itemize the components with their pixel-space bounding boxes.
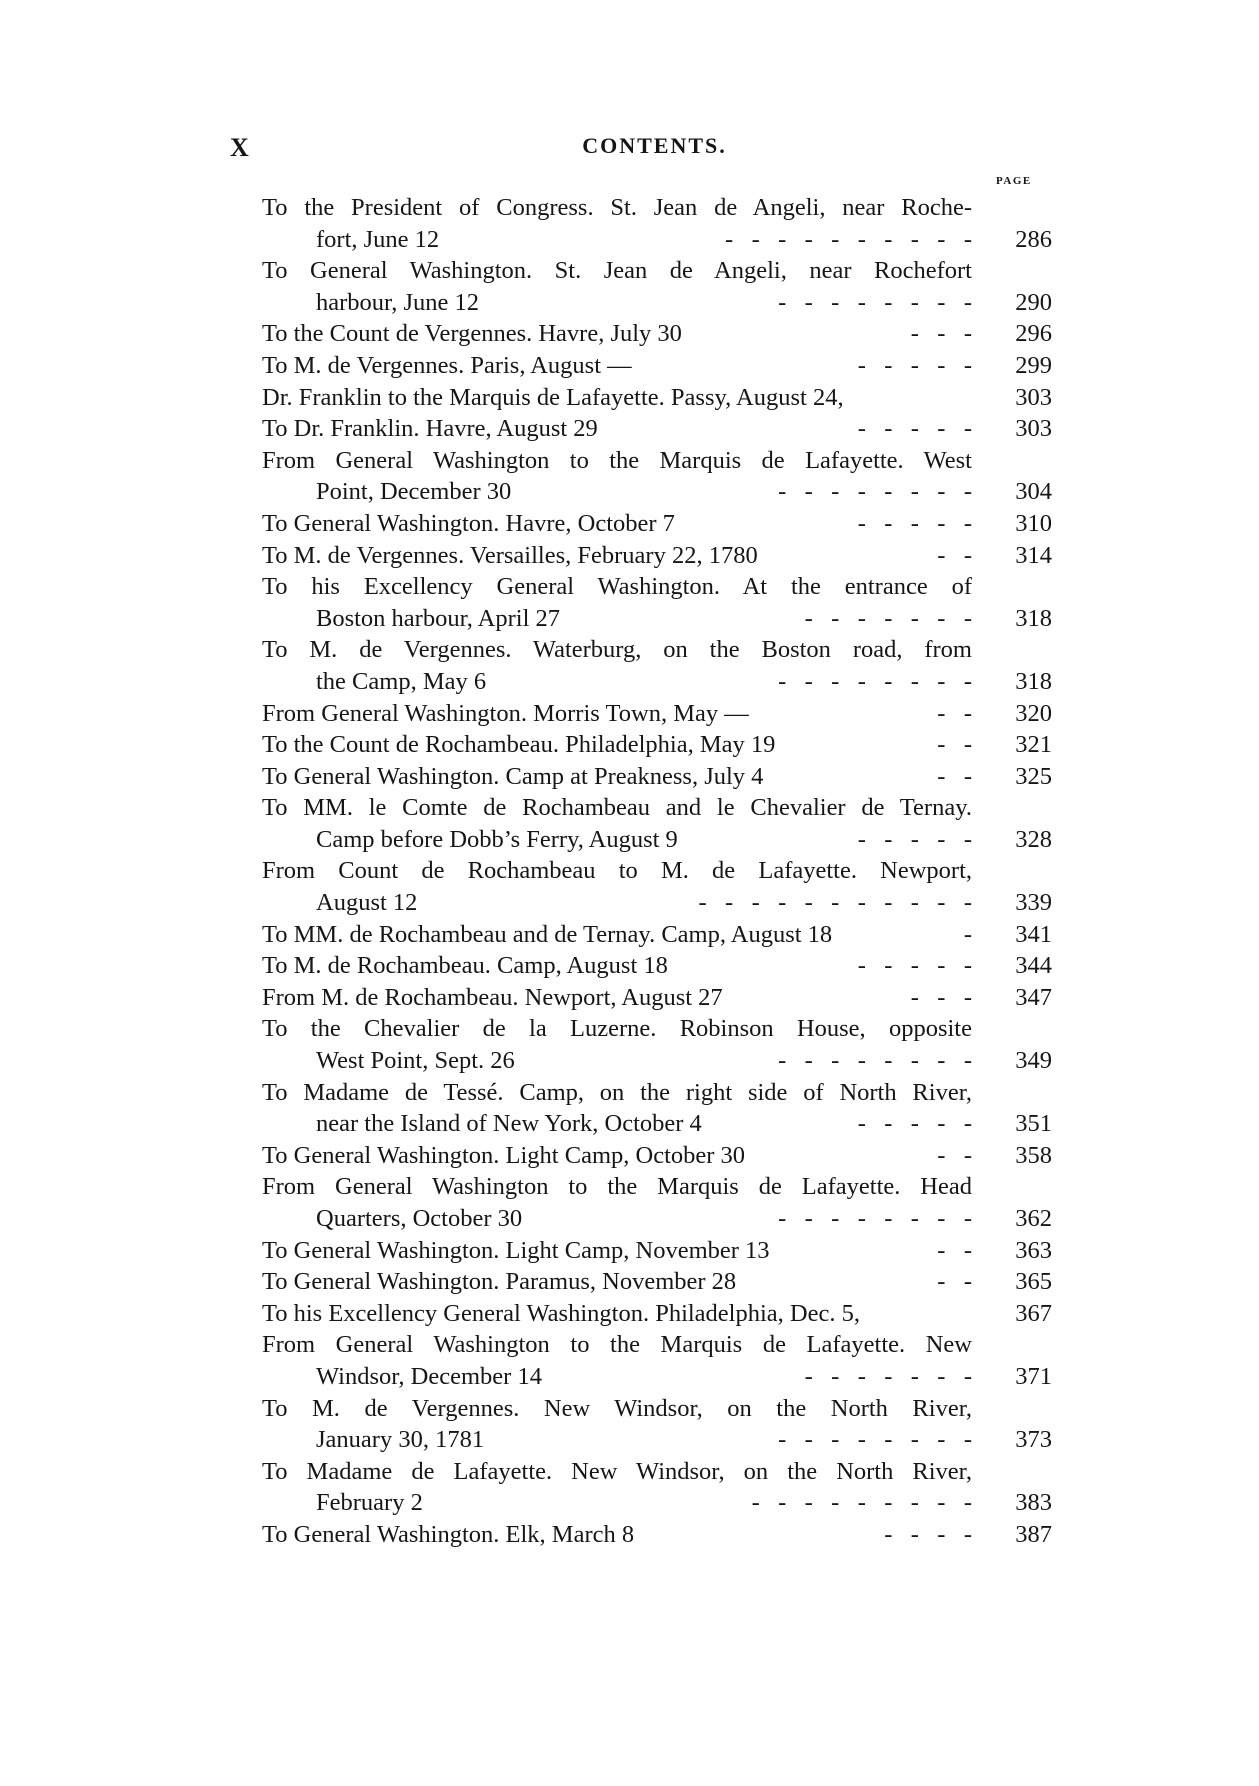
toc-line xyxy=(262,318,1052,350)
toc-entry xyxy=(262,1519,1052,1551)
dot-leader: - - - - - - - - - xyxy=(751,1489,972,1517)
toc-line xyxy=(262,1266,1052,1298)
toc-line xyxy=(262,1013,1052,1045)
toc-line xyxy=(262,1203,1052,1235)
toc-page-number: 290 xyxy=(1015,288,1052,316)
toc-entry xyxy=(262,540,1052,572)
toc-entry-text: To M. de Vergennes. Waterburg, on the Boston road, from xyxy=(262,636,972,664)
toc-entry xyxy=(262,1456,1052,1519)
toc-line xyxy=(262,1424,1052,1456)
toc-entry xyxy=(262,1171,1052,1234)
toc-line xyxy=(262,1171,1052,1203)
table-of-contents xyxy=(262,192,1052,1551)
toc-entry-text: To his Excellency General Washington. At the entrance of xyxy=(262,573,972,601)
toc-entry-text: To General Washington. Camp at Preakness, July 4 xyxy=(262,762,764,790)
toc-entry xyxy=(262,571,1052,634)
toc-page-number: 310 xyxy=(1015,509,1052,537)
toc-entry-text: To Madame de Lafayette. New Windsor, on the North River, xyxy=(262,1457,972,1485)
dot-leader: - - - - - xyxy=(857,825,972,853)
toc-entry xyxy=(262,729,1052,761)
dot-leader: - - xyxy=(937,699,972,727)
toc-entry-text: To General Washington. Elk, March 8 xyxy=(262,1520,635,1548)
toc-line xyxy=(262,413,1052,445)
toc-entry-text: To MM. le Comte de Rochambeau and le Chevalier de Ternay. xyxy=(262,794,972,822)
toc-page-number: 362 xyxy=(1015,1205,1052,1232)
toc-line xyxy=(262,603,1052,635)
toc-entry-text: harbour, June 12 xyxy=(316,288,479,316)
toc-line xyxy=(262,1140,1052,1172)
toc-line xyxy=(262,1235,1052,1267)
toc-page-number: 304 xyxy=(1015,478,1052,506)
toc-entry xyxy=(262,445,1052,508)
dot-leader: - - xyxy=(937,1236,972,1264)
dot-leader: - - - - - - - - xyxy=(778,1047,972,1075)
toc-entry-text: To General Washington. Light Camp, October 30 xyxy=(262,1141,746,1169)
toc-line xyxy=(262,1298,1052,1330)
toc-page-number: 320 xyxy=(1015,699,1052,727)
toc-entry-text: Windsor, December 14 xyxy=(316,1362,542,1390)
toc-page-number: 358 xyxy=(1015,1141,1052,1169)
toc-entry-text: To Madame de Tessé. Camp, on the right side of North River, xyxy=(262,1078,972,1106)
dot-leader: - - - xyxy=(910,320,972,348)
toc-line xyxy=(262,350,1052,382)
toc-entry xyxy=(262,350,1052,382)
toc-entry xyxy=(262,634,1052,697)
toc-page-number: 303 xyxy=(1015,383,1052,411)
toc-line xyxy=(262,445,1052,477)
dot-leader: - - xyxy=(937,762,972,790)
toc-entry xyxy=(262,950,1052,982)
toc-line xyxy=(262,887,1052,919)
toc-page-number: 387 xyxy=(1015,1520,1052,1548)
dot-leader: - - - - - - - xyxy=(804,604,972,632)
toc-page-number: 347 xyxy=(1015,983,1052,1011)
toc-page-number: 367 xyxy=(1015,1299,1052,1327)
toc-entry xyxy=(262,508,1052,540)
toc-line xyxy=(262,1393,1052,1425)
toc-entry-text: January 30, 1781 xyxy=(316,1426,485,1454)
toc-entry xyxy=(262,982,1052,1014)
toc-page-number: 351 xyxy=(1015,1110,1052,1138)
toc-entry-text: To M. de Vergennes. Paris, August — xyxy=(262,351,632,379)
toc-entry xyxy=(262,255,1052,318)
toc-page-number: 371 xyxy=(1015,1362,1052,1390)
toc-line xyxy=(262,255,1052,287)
dot-leader: - - xyxy=(937,1141,972,1169)
toc-entry-text: To General Washington. Paramus, November 28 xyxy=(262,1268,737,1296)
toc-line xyxy=(262,824,1052,856)
toc-entry xyxy=(262,919,1052,951)
toc-line xyxy=(262,192,1052,224)
page-number: X xyxy=(230,133,250,162)
toc-line xyxy=(262,1519,1052,1551)
toc-page-number: 328 xyxy=(1015,825,1052,853)
dot-leader: - - xyxy=(937,1268,972,1296)
toc-entry-text: August 12 xyxy=(316,889,418,917)
toc-line xyxy=(262,919,1052,951)
toc-page-number: 303 xyxy=(1015,415,1052,443)
toc-page-number: 339 xyxy=(1015,889,1052,917)
toc-page-number: 299 xyxy=(1015,351,1052,379)
toc-line xyxy=(262,1361,1052,1393)
toc-page-number: 296 xyxy=(1015,320,1052,348)
toc-page-number: 286 xyxy=(1015,225,1052,253)
toc-entry xyxy=(262,1393,1052,1456)
toc-entry-text: From General Washington to the Marquis de Lafayette. New xyxy=(262,1331,972,1359)
page-column-label: PAGE xyxy=(996,175,1032,187)
toc-line xyxy=(262,224,1052,256)
toc-line xyxy=(262,1045,1052,1077)
toc-entry-text: From General Washington to the Marquis de Lafayette. Head xyxy=(262,1173,972,1201)
toc-entry xyxy=(262,192,1052,255)
toc-entry xyxy=(262,1235,1052,1267)
toc-line xyxy=(262,950,1052,982)
toc-entry-text: To the Chevalier de la Luzerne. Robinson House, opposite xyxy=(262,1015,972,1043)
toc-entry-text: From General Washington. Morris Town, May — xyxy=(262,699,749,727)
toc-entry xyxy=(262,382,1052,414)
toc-entry-text: West Point, Sept. 26 xyxy=(316,1047,515,1075)
toc-page-number: 341 xyxy=(1015,920,1052,948)
toc-entry-text: To MM. de Rochambeau and de Ternay. Camp, August 18 xyxy=(262,920,833,948)
toc-page-number: 318 xyxy=(1015,604,1052,632)
toc-line xyxy=(262,1077,1052,1109)
toc-line xyxy=(262,1329,1052,1361)
toc-entry xyxy=(262,1077,1052,1140)
toc-line xyxy=(262,1456,1052,1488)
dot-leader: - - - - - - - - xyxy=(778,1205,972,1232)
toc-page-number: 318 xyxy=(1015,667,1052,695)
toc-entry xyxy=(262,1329,1052,1392)
toc-entry-text: To General Washington. Havre, October 7 xyxy=(262,509,675,537)
dot-leader: - - - - - - - - - - xyxy=(725,225,972,253)
toc-entry-text: To the President of Congress. St. Jean de Angeli, near Roche- xyxy=(262,194,972,221)
toc-entry xyxy=(262,1140,1052,1172)
toc-line xyxy=(262,792,1052,824)
toc-page-number: 383 xyxy=(1015,1489,1052,1517)
toc-entry-text: From Count de Rochambeau to M. de Lafayette. Newport, xyxy=(262,857,972,885)
toc-line xyxy=(262,476,1052,508)
toc-line xyxy=(262,761,1052,793)
dot-leader: - - - - - xyxy=(857,351,972,379)
toc-entry-text: Dr. Franklin to the Marquis de Lafayette. Passy, August 24, xyxy=(262,383,844,411)
toc-entry-text: To M. de Vergennes. New Windsor, on the North River, xyxy=(262,1394,972,1422)
toc-entry-text: To M. de Vergennes. Versailles, February 22, 1780 xyxy=(262,541,758,569)
toc-page-number: 363 xyxy=(1015,1236,1052,1264)
toc-entry xyxy=(262,413,1052,445)
toc-entry-text: To General Washington. Light Camp, November 13 xyxy=(262,1236,770,1264)
dot-leader: - - - - - xyxy=(857,509,972,537)
toc-line xyxy=(262,287,1052,319)
toc-page-number: 325 xyxy=(1015,762,1052,790)
toc-page-number: 349 xyxy=(1015,1047,1052,1075)
toc-entry-text: To Dr. Franklin. Havre, August 29 xyxy=(262,415,598,443)
dot-leader: - - - - - - - - xyxy=(778,1426,972,1454)
toc-line xyxy=(262,855,1052,887)
toc-line xyxy=(262,382,1052,414)
toc-page-number: 321 xyxy=(1015,731,1052,759)
toc-entry-text: To his Excellency General Washington. Philadelphia, Dec. 5, xyxy=(262,1299,860,1327)
dot-leader: - - - - xyxy=(884,1520,972,1548)
toc-page-number: 365 xyxy=(1015,1268,1052,1296)
toc-line xyxy=(262,1108,1052,1140)
toc-line xyxy=(262,666,1052,698)
toc-entry xyxy=(262,761,1052,793)
toc-entry-text: To the Count de Rochambeau. Philadelphia, May 19 xyxy=(262,731,776,759)
toc-entry xyxy=(262,1298,1052,1330)
toc-entry-text: To General Washington. St. Jean de Angeli, near Rochefort xyxy=(262,257,972,285)
toc-entry-text: Quarters, October 30 xyxy=(316,1205,523,1232)
toc-entry xyxy=(262,792,1052,855)
dot-leader: - - - - - - - - xyxy=(778,667,972,695)
dot-leader: - - - - - - - xyxy=(804,1362,972,1390)
toc-entry-text: From General Washington to the Marquis de Lafayette. West xyxy=(262,446,972,474)
dot-leader: - - - - - - - - - - - xyxy=(698,889,972,917)
dot-leader: - - - - - xyxy=(857,415,972,443)
toc-line xyxy=(262,982,1052,1014)
toc-entry-text: To the Count de Vergennes. Havre, July 30 xyxy=(262,320,682,348)
toc-entry-text: From M. de Rochambeau. Newport, August 27 xyxy=(262,983,723,1011)
dot-leader: - - - - - - - - xyxy=(778,288,972,316)
toc-entry xyxy=(262,698,1052,730)
dot-leader: - - xyxy=(937,541,972,569)
toc-line xyxy=(262,729,1052,761)
toc-entry-text: fort, June 12 xyxy=(316,225,440,253)
toc-entry-text: Camp before Dobb’s Ferry, August 9 xyxy=(316,825,678,853)
toc-line xyxy=(262,634,1052,666)
toc-entry xyxy=(262,1013,1052,1076)
running-head: CONTENTS. xyxy=(582,133,727,158)
dot-leader: - - - xyxy=(910,983,972,1011)
toc-page-number: 373 xyxy=(1015,1426,1052,1454)
toc-line xyxy=(262,508,1052,540)
toc-entry-text: near the Island of New York, October 4 xyxy=(316,1110,702,1138)
toc-entry xyxy=(262,855,1052,918)
toc-entry-text: To M. de Rochambeau. Camp, August 18 xyxy=(262,952,668,980)
toc-line xyxy=(262,571,1052,603)
dot-leader: - - - - - xyxy=(857,1110,972,1138)
dot-leader: - - - - - xyxy=(857,952,972,980)
toc-entry-text: February 2 xyxy=(316,1489,423,1517)
dot-leader: - - xyxy=(937,731,972,759)
toc-entry-text: Point, December 30 xyxy=(316,478,512,506)
toc-entry xyxy=(262,318,1052,350)
toc-page-number: 344 xyxy=(1015,952,1052,980)
toc-line xyxy=(262,1487,1052,1519)
toc-page-number: 314 xyxy=(1015,541,1052,569)
toc-line xyxy=(262,698,1052,730)
toc-entry-text: Boston harbour, April 27 xyxy=(316,604,561,632)
toc-line xyxy=(262,540,1052,572)
dot-leader: - xyxy=(963,920,972,948)
toc-entry-text: the Camp, May 6 xyxy=(316,667,487,695)
toc-entry xyxy=(262,1266,1052,1298)
dot-leader: - - - - - - - - xyxy=(778,478,972,506)
